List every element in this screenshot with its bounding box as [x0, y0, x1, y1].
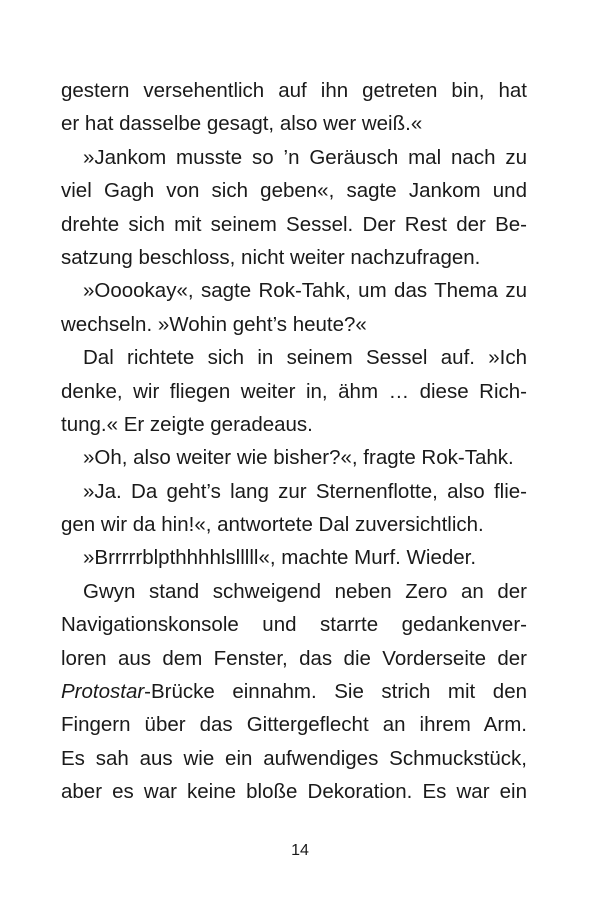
text-line-10: denke, wir fliegen weiter in, ähm … diese Rich- — [61, 379, 527, 403]
text-line-17: Navigationskonsole und starrte gedankenver- — [61, 613, 527, 637]
text-line-22: aber es war keine bloße Dekoration. Es war ein — [61, 780, 527, 804]
text-line-15: »Brrrrrblpthhhhlslllll«, machte Murf. Wieder. — [83, 546, 477, 570]
page-number: 14 — [291, 842, 309, 859]
text-line-21: Es sah aus wie ein aufwendiges Schmuckstück, — [61, 746, 527, 770]
text-line-1: gestern versehentlich auf ihn getreten bin, hat — [61, 79, 527, 102]
text-line-8: wechseln. »Wohin geht’s heute?« — [61, 312, 367, 336]
text-line-9: Dal richtete sich in seinem Sessel auf. »Ich — [83, 346, 527, 370]
ship-name-italic: Protostar — [61, 680, 145, 704]
text-line-7: »Ooookay«, sagte Rok-Tahk, um das Thema zu — [83, 279, 527, 303]
text-line-20: Fingern über das Gittergeflecht an ihrem Arm. — [61, 713, 527, 737]
text-line-14: gen wir da hin!«, antwortete Dal zuversichtlich. — [61, 513, 484, 537]
text-line-2: er hat dasselbe gesagt, also wer weiß.« — [61, 112, 423, 136]
text-line-11: tung.« Er zeigte geradeaus. — [61, 412, 313, 436]
text-line-16: Gwyn stand schweigend neben Zero an der — [83, 579, 527, 603]
text-line-3: »Jankom musste so ’n Geräusch mal nach zu — [83, 145, 527, 169]
text-line-4: viel Gagh von sich geben«, sagte Jankom und — [61, 179, 527, 203]
text-line-19-rest: -Brücke einnahm. Sie strich mit den — [144, 680, 527, 704]
text-line-12: »Oh, also weiter wie bisher?«, fragte Rok-Tahk. — [83, 446, 514, 470]
text-line-5: drehte sich mit seinem Sessel. Der Rest der Be- — [61, 212, 527, 236]
book-page-text — [61, 74, 527, 809]
text-line-18: loren aus dem Fenster, das die Vorderseite der — [61, 646, 527, 670]
text-line-13: »Ja. Da geht’s lang zur Sternenflotte, also flie- — [83, 479, 527, 503]
text-line-19 — [61, 675, 527, 708]
text-line-6: satzung beschloss, nicht weiter nachzufragen. — [61, 245, 481, 269]
